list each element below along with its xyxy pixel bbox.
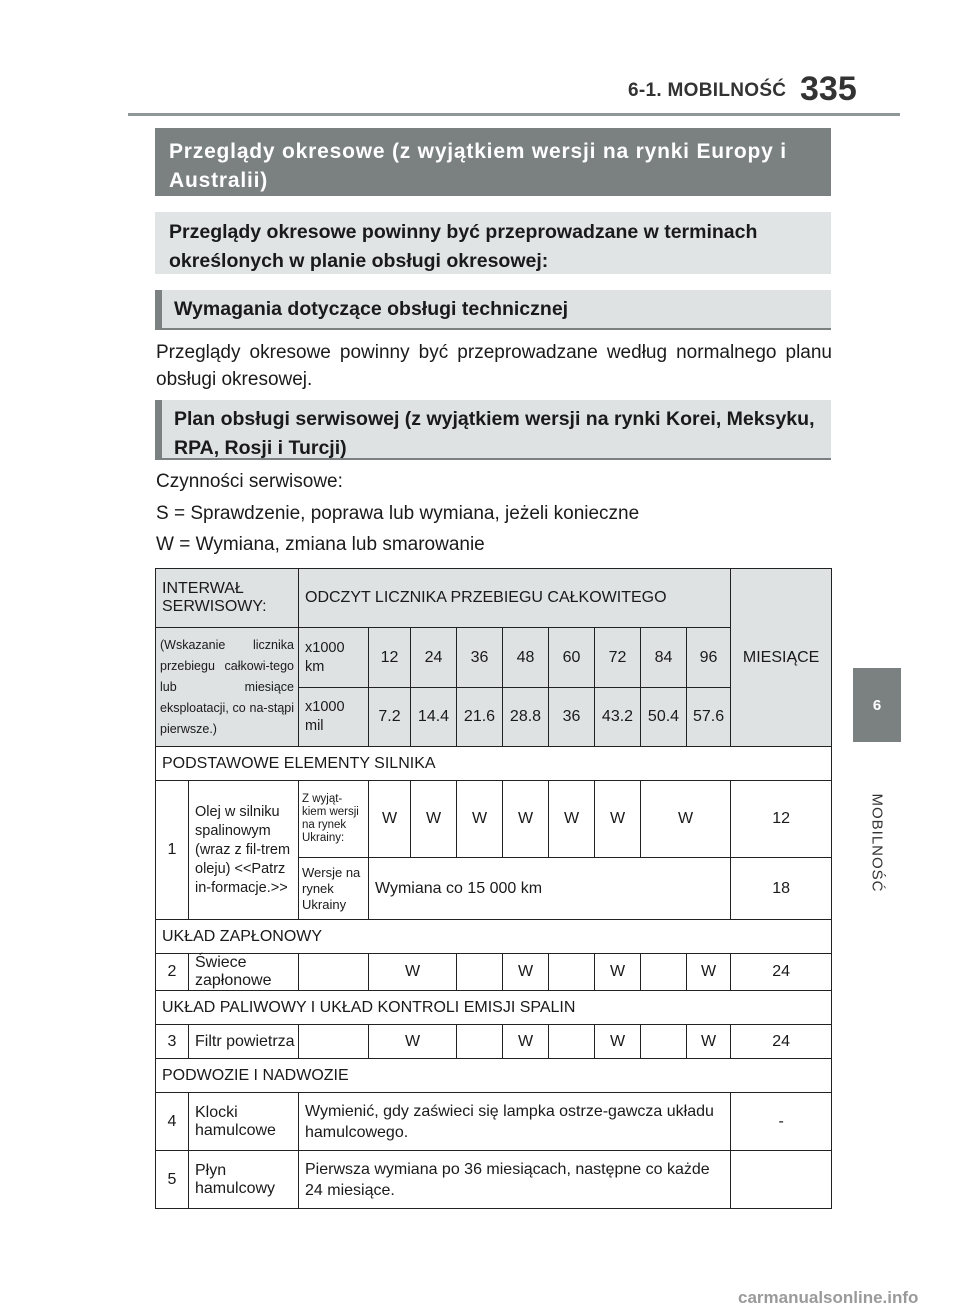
page-number: 335 (800, 70, 857, 108)
mil-value: 14.4 (411, 688, 457, 747)
mil-value: 36 (549, 688, 595, 747)
oil-variant-b-text: Wymiana co 15 000 km (369, 858, 731, 920)
plugs-cell (549, 954, 595, 991)
header-divider (128, 113, 900, 116)
oil-variant-b: Wersje na rynek Ukrainy (299, 858, 369, 920)
brake-fluid-months (731, 1151, 832, 1209)
oil-cell: W (503, 781, 549, 858)
filter-cell: W (595, 1025, 641, 1059)
plugs-cell (457, 954, 503, 991)
km-value: 36 (457, 628, 503, 688)
section-fuel: UKŁAD PALIWOWY I UKŁAD KONTROLI EMISJI SPALIN (156, 991, 832, 1025)
maintenance-table (155, 568, 832, 1209)
oil-cell: W (595, 781, 641, 858)
brake-pads-months: - (731, 1093, 832, 1151)
section-ignition: UKŁAD ZAPŁONOWY (156, 920, 832, 954)
filter-cell: W (687, 1025, 731, 1059)
km-unit: x1000 km (299, 628, 369, 688)
oil-cell: W (369, 781, 411, 858)
item-number: 1 (156, 781, 189, 920)
plugs-months: 24 (731, 954, 832, 991)
km-value: 72 (595, 628, 641, 688)
filter-cell (641, 1025, 687, 1059)
item-brake-fluid: Płyn hamulcowy (189, 1151, 299, 1209)
oil-variant-a: Z wyjąt-kiem wersji na rynek Ukrainy: (299, 781, 369, 858)
km-value: 24 (411, 628, 457, 688)
oil-months-b: 18 (731, 858, 832, 920)
km-value: 48 (503, 628, 549, 688)
oil-cell: W (457, 781, 503, 858)
item-number: 5 (156, 1151, 189, 1209)
item-air-filter: Filtr powietrza (189, 1025, 299, 1059)
interval-label: INTERWAŁ SERWISOWY: (156, 569, 299, 628)
km-value: 12 (369, 628, 411, 688)
mil-value: 28.8 (503, 688, 549, 747)
oil-cell: W (549, 781, 595, 858)
item-number: 3 (156, 1025, 189, 1059)
plugs-cell (299, 954, 369, 991)
brake-fluid-text: Pierwsza wymiana po 36 miesiącach, następne co każde 24 miesiące. (299, 1151, 731, 1209)
oil-cell: W (641, 781, 731, 858)
months-header: MIESIĄCE (731, 569, 832, 747)
km-value: 96 (687, 628, 731, 688)
plugs-cell: W (369, 954, 457, 991)
section-chassis: PODWOZIE I NADWOZIE (156, 1059, 832, 1093)
item-brake-pads: Klocki hamulcowe (189, 1093, 299, 1151)
item-number: 4 (156, 1093, 189, 1151)
oil-cell: W (411, 781, 457, 858)
legend-s: S = Sprawdzenie, poprawa lub wymiana, jeżeli konieczne (156, 503, 640, 524)
watermark: carmanualsonline.info (738, 1288, 919, 1307)
mil-value: 21.6 (457, 688, 503, 747)
item-number: 2 (156, 954, 189, 991)
oil-months: 12 (731, 781, 832, 858)
mil-value: 50.4 (641, 688, 687, 747)
plugs-cell: W (503, 954, 549, 991)
filter-months: 24 (731, 1025, 832, 1059)
legend-w: W = Wymiana, zmiana lub smarowanie (156, 534, 485, 555)
chapter-tab[interactable] (853, 668, 901, 742)
mil-value: 7.2 (369, 688, 411, 747)
main-heading: Przeglądy okresowe (z wyjątkiem wersji na rynki Europy i Australii) (155, 128, 831, 196)
filter-cell (549, 1025, 595, 1059)
subheading-requirements: Wymagania dotyczące obsługi technicznej (155, 290, 831, 330)
odometer-label: ODCZYT LICZNIKA PRZEBIEGU CAŁKOWITEGO (299, 569, 731, 628)
interval-note: (Wskazanie licznika przebiegu całkowi-tego lub miesiące eksploatacji, co na-stąpi pierwsze.) (156, 628, 299, 747)
brake-pads-text: Wymienić, gdy zaświeci się lampka ostrze-gawcza układu hamulcowego. (299, 1093, 731, 1151)
item-plugs: Świece zapłonowe (189, 954, 299, 991)
subheading-periodic: Przeglądy okresowe powinny być przeprowadzane w terminach określonych w planie obsługi okresowej: (155, 212, 831, 274)
intro-paragraph: Przeglądy okresowe powinny być przeprowadzane według normalnego planu obsługi okresowej. (156, 342, 832, 390)
subheading-schedule: Plan obsługi serwisowej (z wyjątkiem wersji na rynki Korei, Meksyku, RPA, Rosji i Turcji) (155, 400, 831, 460)
plugs-cell (641, 954, 687, 991)
filter-cell (457, 1025, 503, 1059)
plugs-cell: W (687, 954, 731, 991)
km-value: 60 (549, 628, 595, 688)
mil-value: 57.6 (687, 688, 731, 747)
filter-cell: W (503, 1025, 549, 1059)
section-engine: PODSTAWOWE ELEMENTY SILNIKA (156, 747, 832, 781)
km-value: 84 (641, 628, 687, 688)
item-oil: Olej w silniku spalinowym (wraz z fil-trem oleju) <<Patrz in-formacje.>> (189, 781, 299, 920)
chapter-number: 6 (872, 696, 882, 714)
section-title: 6-1. MOBILNOŚĆ (628, 80, 787, 101)
chapter-label: MOBILNOŚĆ (868, 793, 886, 893)
mil-value: 43.2 (595, 688, 641, 747)
legend-title: Czynności serwisowe: (156, 471, 343, 492)
plugs-cell: W (595, 954, 641, 991)
filter-cell (299, 1025, 369, 1059)
mil-unit: x1000 mil (299, 688, 369, 747)
filter-cell: W (369, 1025, 457, 1059)
